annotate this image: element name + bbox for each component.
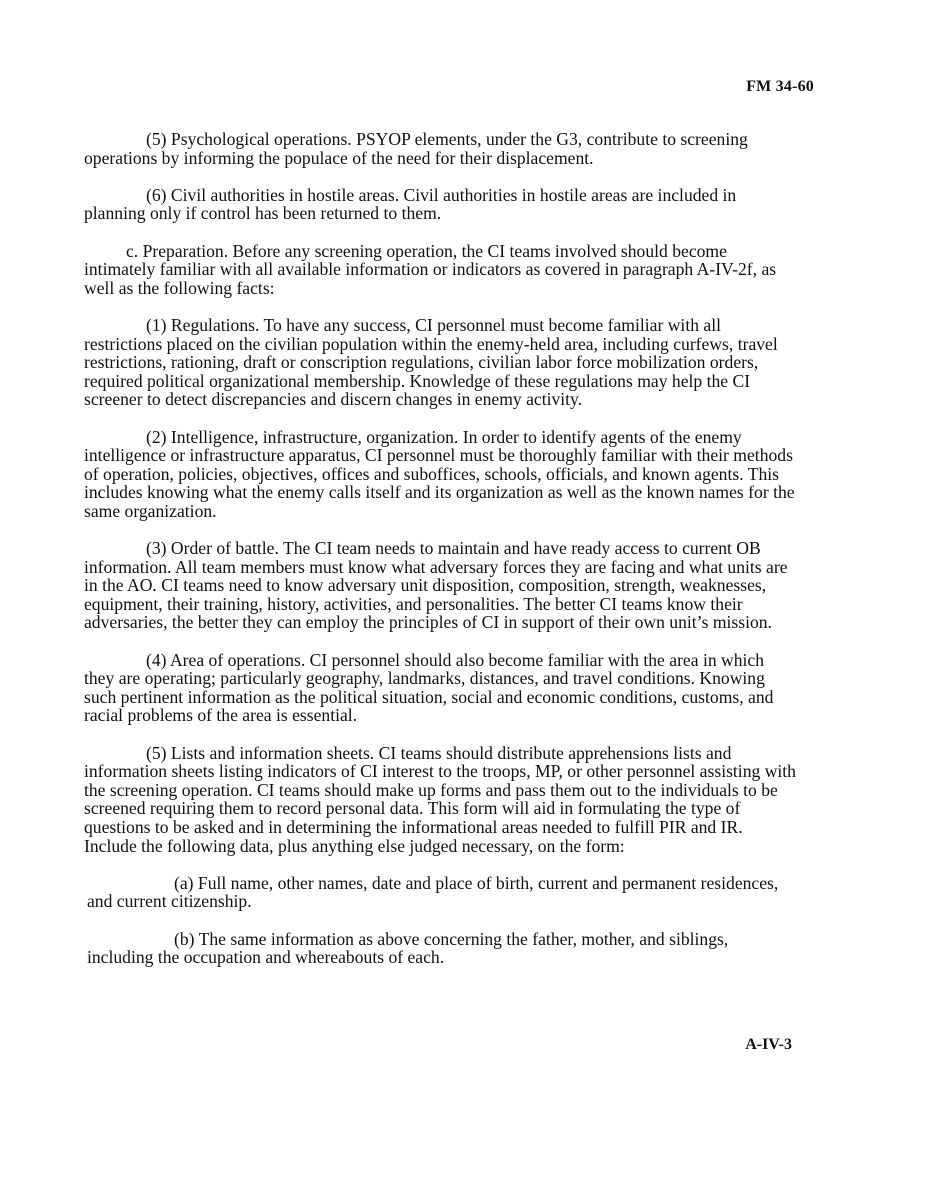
paragraph-regulations: (1) Regulations. To have any success, CI personnel must become familiar with all restrictions placed on the civilian population within the enemy-held area, including curfews, travel restrictions, rationing, draft or conscription regulations, civilian labor force mobilization orders, required political organizational membership. Knowledge of these regulations may help the CI screener to detect discrepancies and discern changes in enemy activity. xyxy=(84,314,778,410)
document-id-header: FM 34-60 xyxy=(746,78,814,95)
paragraph-area-of-operations: (4) Area of operations. CI personnel should also become familiar with the area in which they are operating; particularly geography, landmarks, distances, and travel conditions. Knowing such pertinent information as the political situation, social and economic conditions, customs, and racial problems of the area is essential. xyxy=(84,649,774,726)
paragraph-lists-information-sheets: (5) Lists and information sheets. CI teams should distribute apprehensions lists and information sheets listing indicators of CI interest to the troops, MP, or other personnel assisting with the screening operation. CI teams should make up forms and pass them out to the individuals to be screened requiring them to record personal data. This form will aid in formulating the type of questions to be asked and in determining the informational areas needed to fulfill PIR and IR. Include the following data, plus anything else judged necessary, on the form: xyxy=(84,742,796,856)
page-number-footer: A-IV-3 xyxy=(745,1036,792,1053)
paragraph-subitem-a: (a) Full name, other names, date and place of birth, current and permanent residences, and current citizenship. xyxy=(87,872,779,912)
paragraph-psyop: (5) Psychological operations. PSYOP elements, under the G3, contribute to screening operations by informing the populace of the need for their displacement. xyxy=(84,129,748,168)
paragraph-intelligence: (2) Intelligence, infrastructure, organization. In order to identify agents of the enemy intelligence or infrastructure apparatus, CI personnel must be thoroughly familiar with their methods of operation, policies, objectives, offices and suboffices, schools, officials, and known agents. This includes knowing what the enemy calls itself and its organization as well as the known names for the same organization. xyxy=(84,426,795,521)
paragraph-order-of-battle: (3) Order of battle. The CI team needs to maintain and have ready access to current OB information. All team members must know what adversary forces they are facing and what units are in the AO. CI teams need to know adversary unit disposition, composition, strength, weaknesses, equipment, their training, history, activities, and personalities. The better CI teams know their adversaries, the better they can employ the principles of CI in support of their own unit’s mission. xyxy=(84,538,788,633)
paragraph-subitem-b: (b) The same information as above concerning the father, mother, and siblings, including the occupation and whereabouts of each. xyxy=(87,928,729,968)
body-text xyxy=(84,130,796,985)
paragraph-preparation: c. Preparation. Before any screening operation, the CI teams involved should become intimately familiar with all available information or indicators as covered in paragraph A-IV-2f, as well as the following facts: xyxy=(84,240,777,298)
paragraph-civil-authorities: (6) Civil authorities in hostile areas. Civil authorities in hostile areas are included in planning only if control has been returned to them. xyxy=(84,184,737,224)
